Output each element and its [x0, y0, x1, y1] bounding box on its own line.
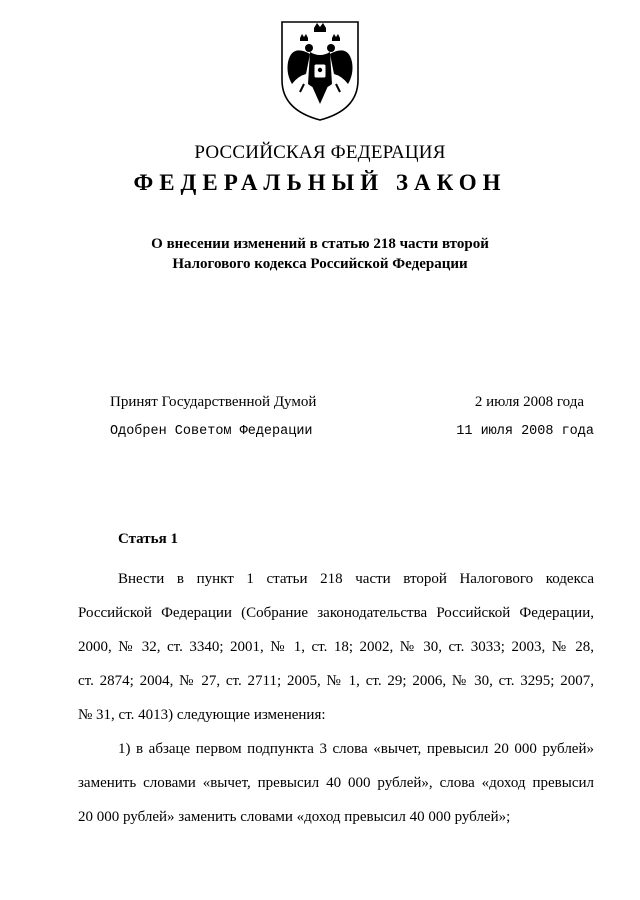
council-date: 11 июля 2008 года [456, 424, 594, 439]
council-label: Одобрен Советом Федерации [110, 424, 313, 439]
article-line: 1) в абзаце первом подпункта 3 слова «вычет, превысил 20 000 рублей» [118, 741, 594, 757]
article-line: 2000, № 32, ст. 3340; 2001, № 1, ст. 18; 2002, № 30, ст. 3033; 2003, № 28, [78, 639, 594, 655]
law-type-heading: ФЕДЕРАЛЬНЫЙ ЗАКОН [133, 170, 507, 195]
article-line: 20 000 рублей» заменить словами «доход превысил 40 000 рублей»; [78, 809, 511, 825]
article-heading: Статья 1 [118, 531, 178, 547]
duma-label: Принят Государственной Думой [110, 394, 317, 410]
article-line: ст. 2874; 2004, № 27, ст. 2711; 2005, № 1, ст. 29; 2006, № 30, ст. 3295; 2007, [78, 673, 594, 689]
coat-of-arms-icon [278, 18, 362, 122]
article-line: Внести в пункт 1 статьи 218 части второй Налогового кодекса [118, 571, 594, 587]
law-title-line-2: Налогового кодекса Российской Федерации [172, 256, 468, 272]
article-line: заменить словами «вычет, превысил 40 000 рублей», слова «доход превысил [78, 775, 594, 791]
duma-date: 2 июля 2008 года [474, 394, 584, 410]
law-title-line-1: О внесении изменений в статью 218 части второй [151, 236, 489, 252]
country-name: РОССИЙСКАЯ ФЕДЕРАЦИЯ [194, 142, 446, 163]
article-line: № 31, ст. 4013) следующие изменения: [78, 707, 326, 723]
article-body [78, 562, 594, 834]
article-line: Российской Федерации (Собрание законодательства Российской Федерации, [78, 605, 594, 621]
law-title [0, 234, 640, 274]
